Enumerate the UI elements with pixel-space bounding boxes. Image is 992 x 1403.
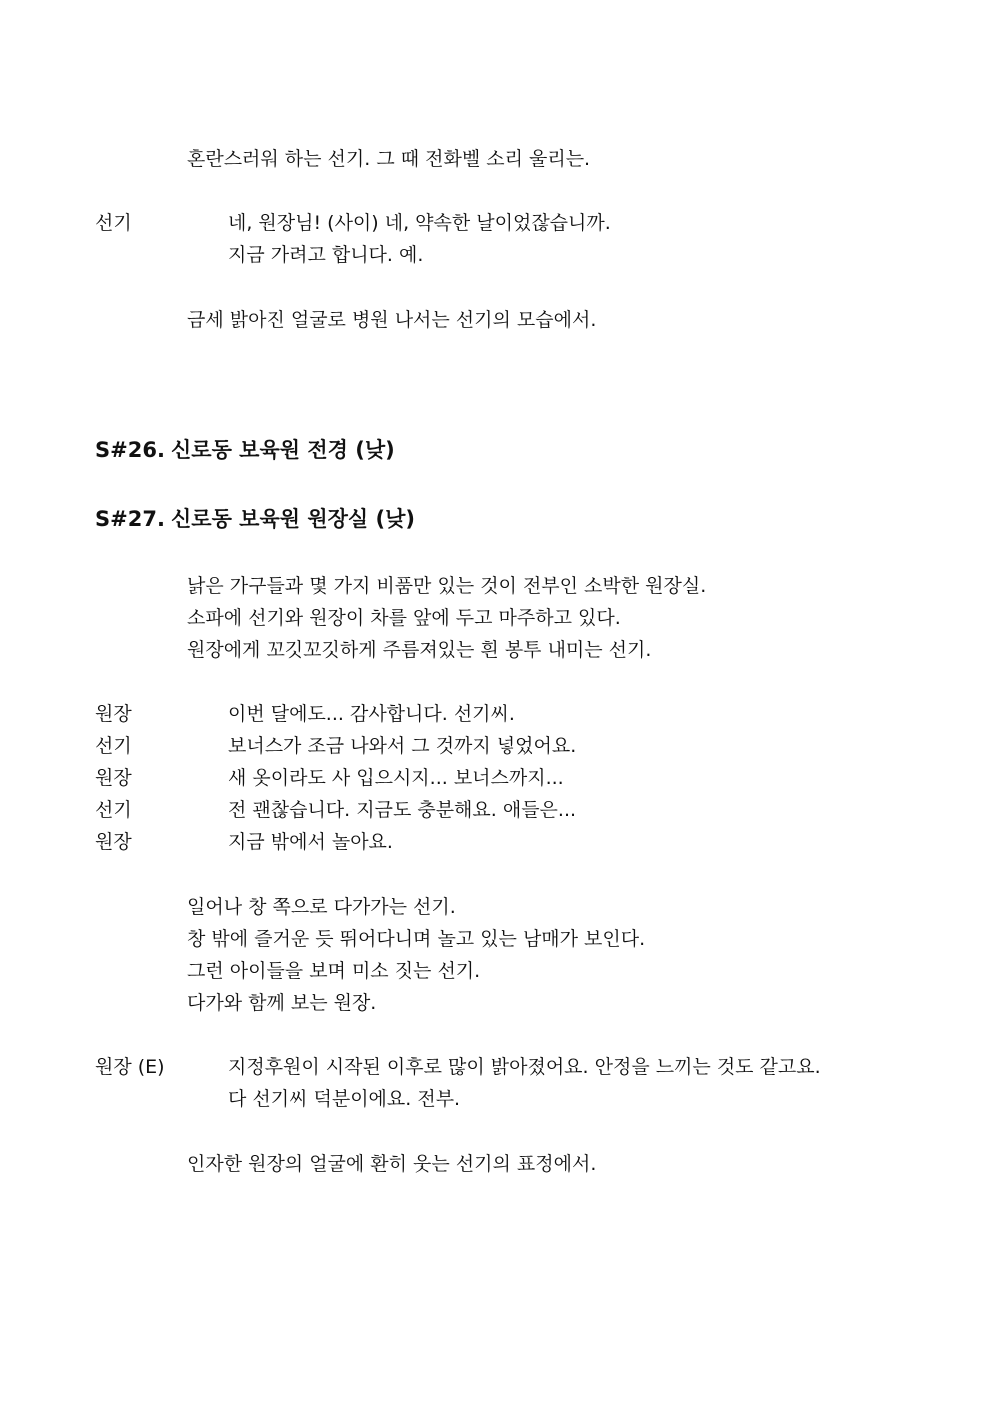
speaker-name: 원장 bbox=[95, 831, 132, 853]
scene-title: 신로동 보육원 전경 (낮) bbox=[171, 438, 395, 462]
scene-number: S#26. bbox=[95, 438, 165, 462]
dialogue-line: 새 옷이라도 사 입으시지... 보너스까지... bbox=[228, 767, 564, 789]
speaker-name: 선기 bbox=[95, 212, 132, 234]
speaker-name: 원장 bbox=[95, 703, 132, 725]
dialogue-line: 네, 원장님! (사이) 네, 약속한 날이었잖습니까. bbox=[228, 212, 611, 234]
scene-heading bbox=[95, 436, 395, 464]
action-line: 일어나 창 쪽으로 다가가는 선기. bbox=[187, 896, 456, 918]
action-line: 다가와 함께 보는 원장. bbox=[187, 992, 377, 1014]
action-line: 낡은 가구들과 몇 가지 비품만 있는 것이 전부인 소박한 원장실. bbox=[187, 575, 707, 597]
action-line: 금세 밝아진 얼굴로 병원 나서는 선기의 모습에서. bbox=[187, 309, 597, 331]
scene-number: S#27. bbox=[95, 507, 165, 531]
speaker-name: 선기 bbox=[95, 735, 132, 757]
scene-title: 신로동 보육원 원장실 (낮) bbox=[171, 507, 415, 531]
dialogue-line: 지정후원이 시작된 이후로 많이 밝아졌어요. 안정을 느끼는 것도 같고요. bbox=[228, 1056, 821, 1078]
action-line: 창 밖에 즐거운 듯 뛰어다니며 놀고 있는 남매가 보인다. bbox=[187, 928, 646, 950]
action-line: 그런 아이들을 보며 미소 짓는 선기. bbox=[187, 960, 481, 982]
dialogue-line: 전 괜찮습니다. 지금도 충분해요. 애들은... bbox=[228, 799, 577, 821]
scene-heading bbox=[95, 505, 415, 533]
action-line: 혼란스러워 하는 선기. 그 때 전화벨 소리 울리는. bbox=[187, 148, 591, 170]
dialogue-line: 보너스가 조금 나와서 그 것까지 넣었어요. bbox=[228, 735, 577, 757]
dialogue-line: 다 선기씨 덕분이에요. 전부. bbox=[228, 1088, 461, 1110]
speaker-name: 선기 bbox=[95, 799, 132, 821]
speaker-name: 원장 bbox=[95, 767, 132, 789]
action-line: 인자한 원장의 얼굴에 환히 웃는 선기의 표정에서. bbox=[187, 1153, 597, 1175]
dialogue-line: 지금 밖에서 놀아요. bbox=[228, 831, 393, 853]
action-line: 소파에 선기와 원장이 차를 앞에 두고 마주하고 있다. bbox=[187, 607, 621, 629]
dialogue-line: 지금 가려고 합니다. 예. bbox=[228, 244, 424, 266]
speaker-name: 원장 (E) bbox=[95, 1056, 165, 1078]
action-line: 원장에게 꼬깃꼬깃하게 주름져있는 흰 봉투 내미는 선기. bbox=[187, 639, 652, 661]
dialogue-line: 이번 달에도... 감사합니다. 선기씨. bbox=[228, 703, 515, 725]
